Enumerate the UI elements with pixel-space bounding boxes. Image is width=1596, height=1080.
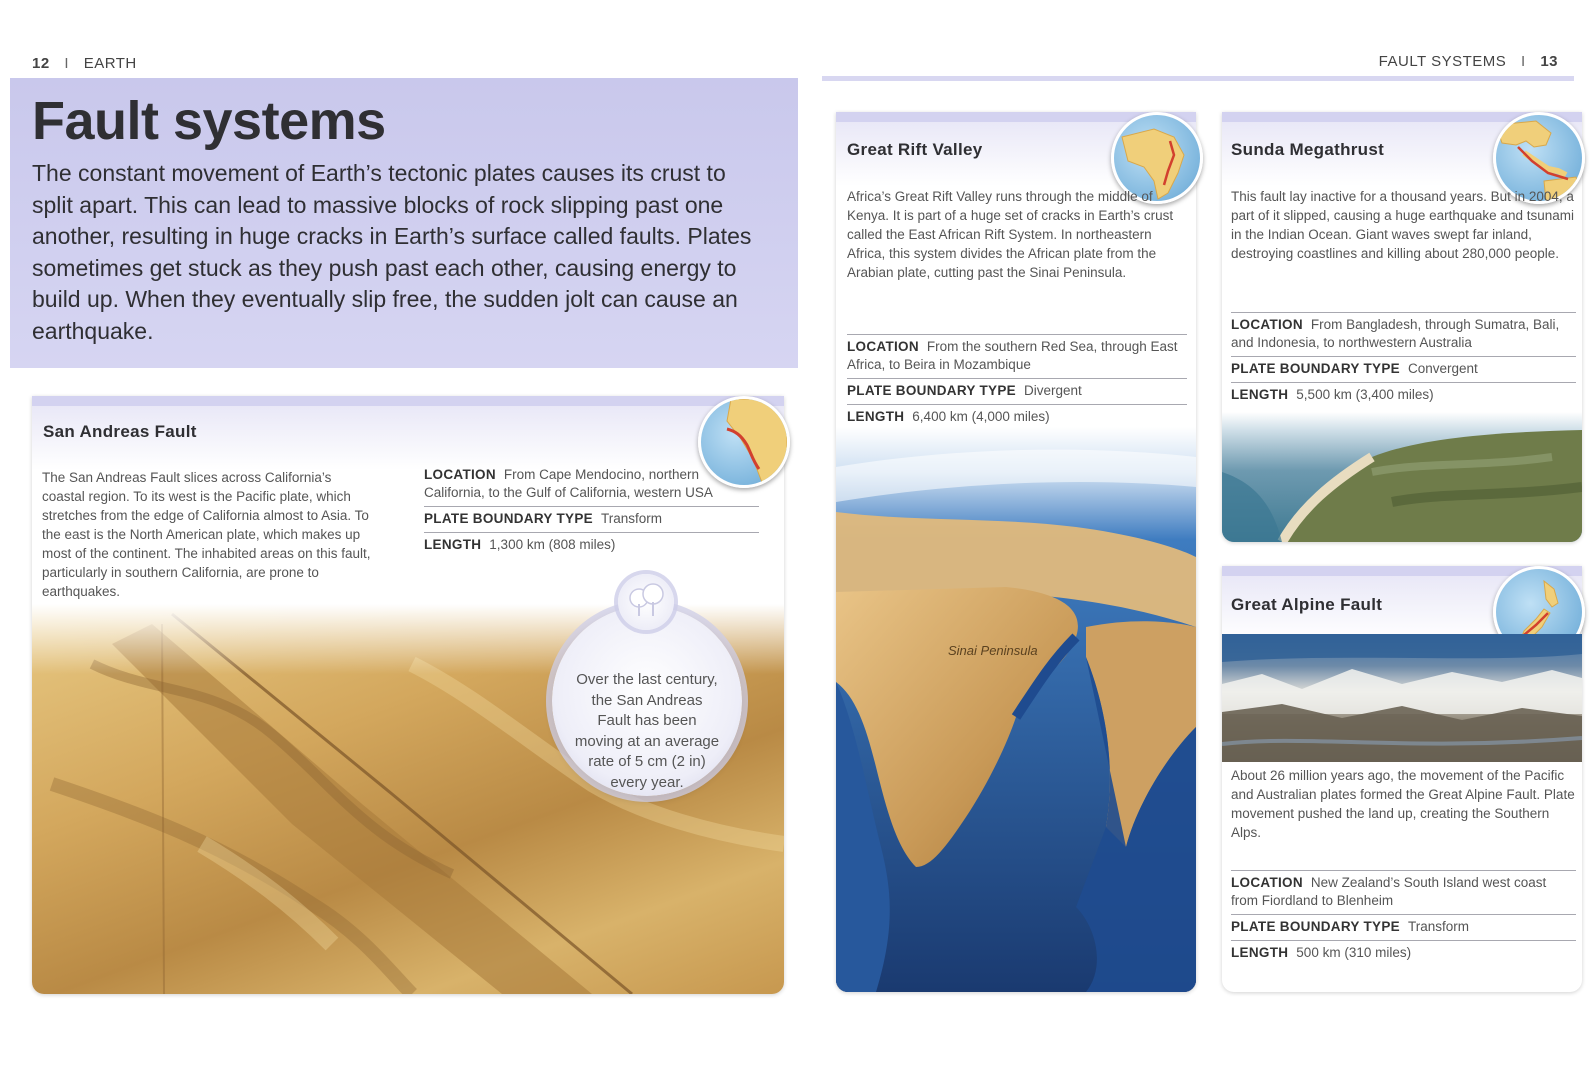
fact-value: Divergent: [1023, 383, 1082, 398]
fact-label: LENGTH: [424, 537, 482, 552]
sunda-title: Sunda Megathrust: [1231, 140, 1385, 159]
sinai-peninsula-label: Sinai Peninsula: [948, 643, 1038, 658]
southern-alps-illustration: [1222, 634, 1582, 762]
san-andreas-title: San Andreas Fault: [43, 422, 197, 441]
fact-row-location: [1231, 313, 1576, 357]
fact-value: From Bangladesh, through Sumatra, Bali, and Indonesia, to northwestern Australia: [1231, 317, 1560, 350]
fact-value: 500 km (310 miles): [1296, 945, 1412, 960]
fact-label: PLATE BOUNDARY TYPE: [424, 511, 593, 526]
san-andreas-facts: [424, 463, 759, 558]
right-header-rule: [822, 76, 1574, 81]
left-header-separator: I: [64, 55, 70, 72]
fact-value: New Zealand’s South Island west coast from Fiordland to Blenheim: [1231, 875, 1547, 908]
fact-row-length: [1231, 941, 1576, 966]
fact-label: LENGTH: [1231, 945, 1289, 960]
fact-label: LOCATION: [424, 467, 496, 482]
fact-value: 5,500 km (3,400 miles): [1296, 387, 1434, 402]
alpine-body: About 26 million years ago, the movement of the Pacific and Australian plates formed the Great Alpine Fault. Plate movement pushed the land up, creating the Southern Alps.: [1231, 768, 1575, 840]
fact-label: PLATE BOUNDARY TYPE: [1231, 361, 1400, 376]
sunda-body: This fault lay inactive for a thousand years. But in 2004, a part of it slipped, causing a huge earthquake and tsunami in the Indian Ocean. Giant waves swept far inland, destroying coastlines and killing about 280,000 people.: [1231, 189, 1574, 261]
fact-row-location: [1231, 871, 1576, 915]
intro-panel: [10, 78, 798, 368]
right-page-number: 13: [1540, 53, 1558, 70]
card-top-rule: [32, 396, 784, 406]
fact-label: PLATE BOUNDARY TYPE: [1231, 919, 1400, 934]
tree-icon: [618, 574, 674, 630]
sinai-satellite-photo: [836, 427, 1196, 992]
fact-value: 1,300 km (808 miles): [489, 537, 616, 552]
right-section-title: FAULT SYSTEMS: [1378, 53, 1507, 70]
fact-label: LOCATION: [1231, 875, 1303, 890]
fact-value: From Cape Mendocino, northern California, to the Gulf of California, western USA: [424, 467, 713, 500]
sunda-card: [1222, 112, 1582, 542]
callout-text: Over the last century, the San Andreas Fault has been moving at an average rate of 5 cm (2 in) every year.: [574, 671, 720, 791]
fact-value: 6,400 km (4,000 miles): [912, 409, 1050, 424]
fact-label: LOCATION: [847, 339, 919, 354]
right-header-separator: I: [1520, 53, 1526, 70]
san-andreas-body: The San Andreas Fault slices across California’s coastal region. To its west is the Pacific plate, which stretches from the edge of California almost to Asia. To the east is the North American plate, which makes up most of the continent. The inhabited areas on this fault, particularly in southern California, are prone to earthquakes.: [42, 470, 371, 599]
alpine-facts: [1231, 870, 1576, 966]
fact-row-location: [847, 335, 1187, 379]
fact-value: Transform: [600, 511, 662, 526]
southern-alps-photo: [1222, 634, 1582, 762]
fact-row-location: [424, 463, 759, 507]
great-rift-facts: [847, 334, 1187, 430]
fact-value: Transform: [1407, 919, 1469, 934]
left-page-number: 12: [32, 55, 50, 72]
fact-label: PLATE BOUNDARY TYPE: [847, 383, 1016, 398]
fact-row-boundary: [1231, 357, 1576, 383]
fact-row-boundary: [424, 507, 759, 533]
fact-label: LENGTH: [847, 409, 905, 424]
san-andreas-card: [32, 396, 784, 994]
right-running-head: [1379, 53, 1558, 70]
intro-text: The constant movement of Earth’s tectonic plates causes its crust to split apart. This can lead to massive blocks of rock slipping past one another, resulting in huge cracks in Earth’s surface called faults. Plates sometimes get stuck as they push past each other, causing energy to build up. When they eventually slip free, the sudden jolt can cause an earthquake.: [32, 160, 752, 344]
great-rift-title: Great Rift Valley: [847, 140, 983, 159]
coastline-illustration: [1222, 412, 1582, 542]
tsunami-coast-photo: [1222, 412, 1582, 542]
fact-row-length: [1231, 383, 1576, 408]
callout-icon-bubble: [618, 574, 674, 630]
fact-row-length: [424, 533, 759, 558]
fact-label: LENGTH: [1231, 387, 1289, 402]
fact-value: From the southern Red Sea, through East Africa, to Beira in Mozambique: [847, 339, 1178, 372]
great-rift-body: Africa’s Great Rift Valley runs through the middle of Kenya. It is part of a huge set of cracks in Earth’s crust called the East African Rift System. In northeastern Africa, this system divides the African plate from the Arabian plate, cutting past the Sinai Peninsula.: [847, 189, 1174, 280]
alpine-card: [1222, 566, 1582, 992]
page-title: Fault systems: [32, 91, 386, 151]
fact-row-boundary: [1231, 915, 1576, 941]
fact-label: LOCATION: [1231, 317, 1303, 332]
fact-callout-bubble: [552, 606, 742, 796]
great-rift-card: [836, 112, 1196, 992]
fact-value: Convergent: [1407, 361, 1478, 376]
sinai-satellite-illustration: [836, 427, 1196, 992]
left-running-head: [32, 55, 137, 72]
left-section-title: EARTH: [83, 55, 137, 72]
fact-row-boundary: [847, 379, 1187, 405]
sunda-facts: [1231, 312, 1576, 408]
alpine-title: Great Alpine Fault: [1231, 595, 1383, 614]
